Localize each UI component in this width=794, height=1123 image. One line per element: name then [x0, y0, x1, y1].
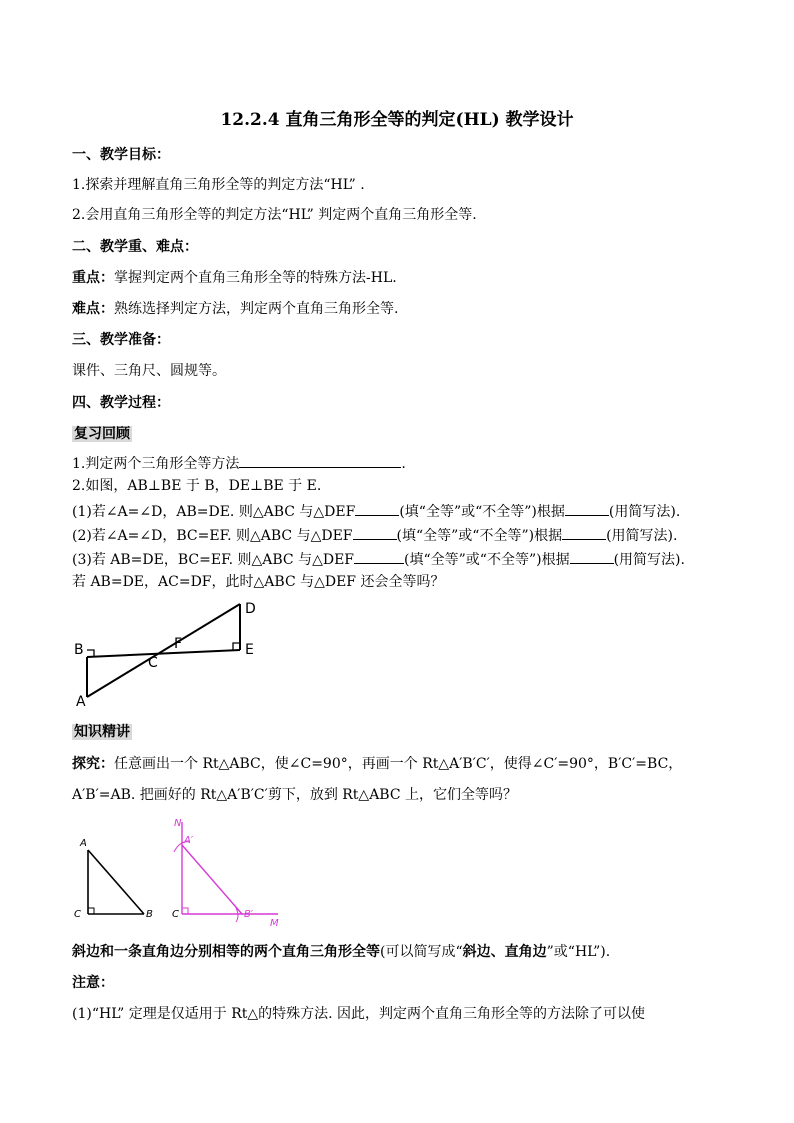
right-ab: [182, 845, 242, 914]
knowledge-tag: 知识精讲: [74, 724, 130, 740]
sub3-mid: (填“全等”或“不全等”)根据: [404, 552, 570, 568]
sub2-text: (2)若∠A=∠D，BC=EF. 则△ABC 与△DEF: [72, 528, 353, 544]
label-a-prime: A′: [184, 835, 194, 846]
left-right-angle: [88, 908, 94, 914]
label-e: E: [245, 642, 254, 658]
right-right-angle: [182, 908, 188, 914]
explore-line-2: A′B′=AB. 把画好的 Rt△A′B′C′剪下，放到 Rt△ABC 上，它们全等吗？: [72, 787, 518, 803]
label-b-prime: B′: [244, 909, 254, 920]
theorem-bold: 斜边和一条直角边分别相等的两个直角三角形全等: [72, 944, 380, 960]
review-sub-1: [72, 501, 680, 521]
label-f: F: [174, 636, 183, 652]
goal-1: 1.探索并理解直角三角形全等的判定方法“HL” .: [72, 177, 365, 193]
prep-text: 课件、三角尺、圆规等。: [72, 363, 226, 379]
answer-blank: [570, 549, 614, 564]
label-c: C: [148, 655, 158, 671]
sub1-mid: (填“全等”或“不全等”)根据: [399, 504, 565, 520]
answer-blank: [562, 525, 606, 540]
key-point: [72, 269, 397, 287]
right-angle-e: [233, 643, 240, 650]
label-d: D: [245, 601, 256, 617]
label-b: B: [74, 642, 84, 658]
sub1-text: (1)若∠A=∠D，AB=DE. 则△ABC 与△DEF: [72, 504, 356, 520]
answer-blank: [565, 501, 609, 516]
review-q1-text: 1.判定两个三角形全等方法: [72, 456, 240, 472]
difficulty-label: 难点：: [72, 301, 114, 317]
answer-blank: [353, 525, 397, 540]
theorem-text-2: ”或“HL”).: [546, 944, 611, 960]
note-1: (1)“HL” 定理是仅适用于 Rt△的特殊方法. 因此，判定两个直角三角形全等的方法除了可以使: [72, 1006, 646, 1022]
label-c: C: [74, 909, 81, 920]
label-m: M: [270, 918, 279, 929]
key-text: 掌握判定两个直角三角形全等的特殊方法-HL.: [114, 270, 397, 286]
label-a: A: [80, 838, 87, 849]
note-heading: 注意：: [72, 975, 114, 991]
review-q3: 若 AB=DE，AC=DF，此时△ABC 与△DEF 还会全等吗？: [72, 574, 445, 590]
answer-blank: [239, 453, 401, 468]
figure-right-triangles: [66, 812, 296, 930]
key-heading: 二、教学重、难点：: [72, 239, 198, 255]
review-q2: 2.如图，AB⊥BE 于 B，DE⊥BE 于 E.: [72, 478, 322, 494]
review-sub-3: [72, 549, 685, 569]
goal-2: 2.会用直角三角形全等的判定方法“HL” 判定两个直角三角形全等.: [72, 207, 477, 223]
difficulty-text: 熟练选择判定方法，判定两个直角三角形全等.: [114, 301, 399, 317]
theorem-text-1: (可以简写成“: [380, 944, 463, 960]
process-heading: 四、教学过程：: [72, 395, 170, 411]
review-q1: [72, 453, 406, 473]
knowledge-tag-line: [72, 723, 132, 741]
answer-blank: [355, 501, 399, 516]
goals-heading: 一、教学目标：: [72, 147, 170, 163]
page-title: 12.2.4 直角三角形全等的判定(HL) 教学设计: [220, 110, 574, 130]
prep-heading: 三、教学准备：: [72, 332, 170, 348]
explore-text-1: 任意画出一个 Rt△ABC，使∠C=90°，再画一个 Rt△A′B′C′，使得∠C′=90°，B′C′=BC，: [114, 756, 683, 772]
review-tag-line: [72, 425, 132, 443]
left-ab: [88, 850, 144, 914]
figure-triangles-abc-def: [60, 592, 280, 712]
label-n: N: [174, 818, 182, 829]
sub1-end: (用简写法).: [608, 504, 681, 520]
label-b: B: [146, 909, 153, 920]
review-sub-2: [72, 525, 677, 545]
review-q1-end: .: [401, 456, 406, 472]
sub2-end: (用简写法).: [606, 528, 678, 544]
explore-line-1: [72, 755, 682, 773]
label-a: A: [76, 694, 86, 710]
sub3-text: (3)若 AB=DE，BC=EF. 则△ABC 与△DEF: [72, 552, 355, 568]
review-tag: 复习回顾: [74, 426, 130, 442]
sub2-mid: (填“全等”或“不全等”)根据: [396, 528, 563, 544]
theorem-bold-2: 斜边、直角边: [462, 944, 547, 960]
key-label: 重点：: [72, 270, 114, 286]
answer-blank: [354, 549, 404, 564]
label-c-right: C: [172, 909, 179, 920]
difficulty-point: [72, 300, 398, 318]
explore-label: 探究：: [72, 756, 114, 772]
sub3-end: (用简写法).: [613, 552, 685, 568]
theorem-statement: [72, 943, 610, 961]
